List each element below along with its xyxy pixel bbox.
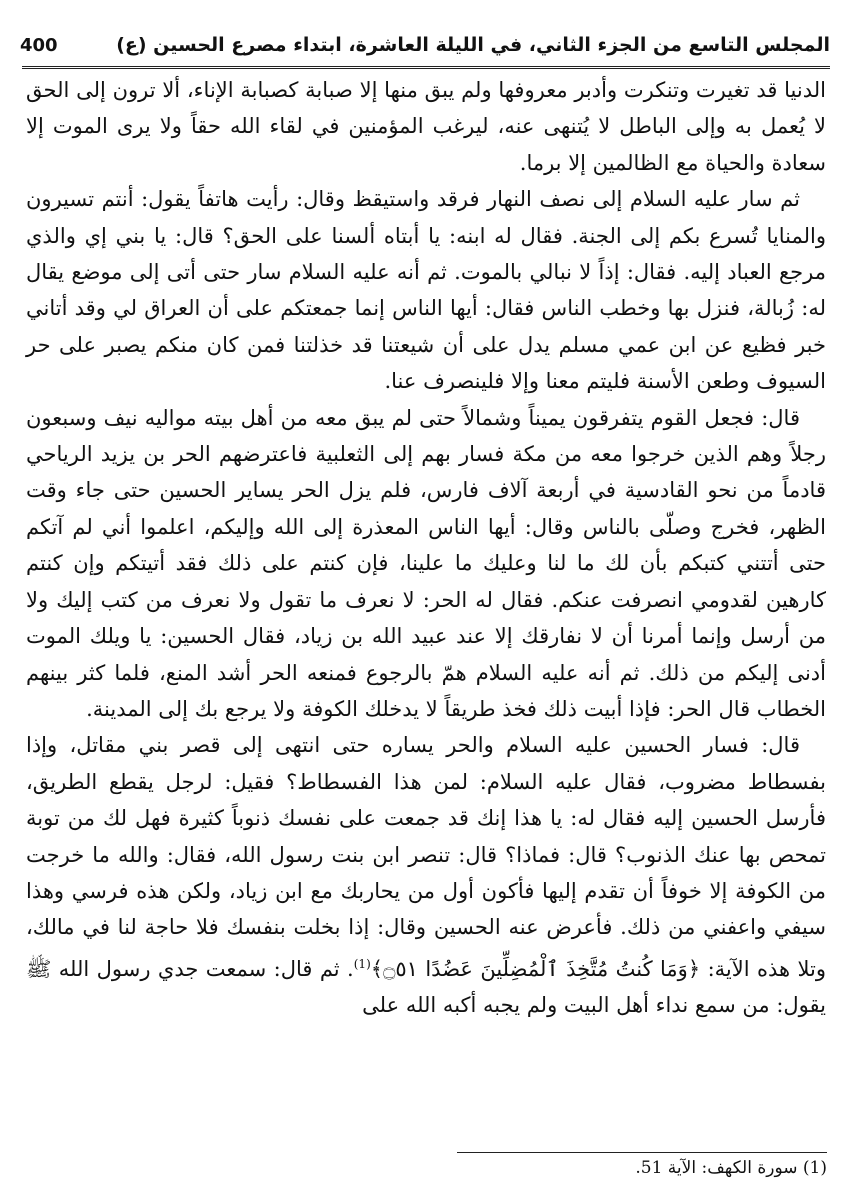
body-text [26, 72, 826, 1024]
paragraph: قال: فجعل القوم يتفرقون يميناً وشمالاً حتى لم يبق معه من أهل بيته مواليه نيف وسبعون رجلاً وهم الذين خرجوا معه من مكة فسار بهم إلى الثعلبية فاعترضهم الحر بن يزيد الرياحي قادماً من نحو القادسية في أربعة آلاف فارس، فلم يزل الحر يساير الحسين حتى جاء وقت الظهر، فخرج وصلّى بالناس وقال: أيها الناس المعذرة إلى الله وإليكم، اعلموا أني لم آتكم حتى أتتني كتبكم بأن لك ما لنا وعليك ما علينا، فإن كنتم على ذلك فقد أتيتكم وإن كنتم كارهين لقدومي انصرفت عنكم. فقال له الحر: لا نعرف ما تقول ولا نعرف من كتب إليك ولا من أرسل وإنما أمرنا أن لا نفارقك إلا عند عبيد الله بن زياد، فقال الحسين: يا ويلك الموت أدنى إليكم من ذلك. ثم أنه عليه السلام همّ بالرجوع فمنعه الحر أشد المنع، فلما كثر بينهم الخطاب قال الحر: فإذا أبيت ذلك فخذ طريقاً لا يدخلك الكوفة ولا يرجع بك إلى المدينة. [26, 405, 826, 721]
footnote-text: سورة الكهف: الآية 51. [635, 1158, 798, 1178]
footnote-rule [457, 1152, 827, 1153]
page-header [20, 28, 830, 62]
paragraph-text: . ثم قال: سمعت جدي رسول الله ﷺ يقول: من سمع نداء أهل البيت ولم يجبه أكبه الله على [26, 956, 826, 1018]
footnote-ref: (1) [353, 956, 371, 971]
page-number: 400 [20, 34, 58, 56]
running-title: المجلس التاسع من الجزء الثاني، في الليلة العاشرة، ابتداء مصرع الحسين (ع) [116, 34, 830, 56]
footnote-number: (1) [802, 1158, 827, 1178]
paragraph [26, 727, 826, 1023]
footnote [407, 1158, 827, 1178]
header-rule [22, 66, 830, 69]
paragraph-text: قال: فسار الحسين عليه السلام والحر يساره حتى انتهى إلى قصر بني مقاتل، وإذا بفسطاط مضروب، فقال عليه السلام: لمن هذا الفسطاط؟ فقيل: لرجل يقطع الطريق، فأرسل الحسين إليه فقال له: يا هذا إنك قد جمعت على نفسك ذنوباً كثيرة فهل لك من توبة تمحص بها عنك الذنوب؟ قال: فماذا؟ قال: تنصر ابن بنت رسول الله، فقال: والله ما خرجت من الكوفة إلا خوفاً أن تقدم إليها فأكون أول من يحاربك مع ابن زياد، ولكن هذه فرسي وهذا سيفي واعفني من ذلك. فأعرض عنه الحسين وقال: إذا بخلت بنفسك فلا حاجة لنا في مالك، وتلا هذه الآية: [26, 733, 826, 981]
quran-verse: ﴿وَمَا كُنتُ مُتَّخِذَ ٱلْمُضِلِّينَ عَضُدًا ۝٥١﴾ [370, 956, 701, 981]
paragraph: الدنيا قد تغيرت وتنكرت وأدبر معروفها ولم يبق منها إلا صبابة كصبابة الإناء، ألا ترون إلى الحق لا يُعمل به وإلى الباطل لا يُتنهى عنه، ليرغب المؤمنين في لقاء الله حقاً ولا يرى الموت إلا سعادة والحياة مع الظالمين إلا برما. [26, 78, 826, 175]
paragraph: ثم سار عليه السلام إلى نصف النهار فرقد واستيقظ وقال: رأيت هاتفاً يقول: أنتم تسيرون والمنايا تُسرع بكم إلى الجنة. فقال له ابنه: يا أبتاه ألسنا على الحق؟ قال: يا بني إي والذي مرجع العباد إليه. فقال: إذاً لا نبالي بالموت. ثم أنه عليه السلام سار حتى أتى إلى موضع يقال له: زُبالة، فنزل بها وخطب الناس فقال: أيها الناس إنما جمعتكم على أن العراق لي وقد أتاني خبر فظيع عن ابن عمي مسلم يدل على أن شيعتنا قد خذلتنا فمن كان منكم يصبر على حر السيوف وطعن الأسنة فليتم معنا وإلا فلينصرف عنا. [26, 187, 826, 394]
